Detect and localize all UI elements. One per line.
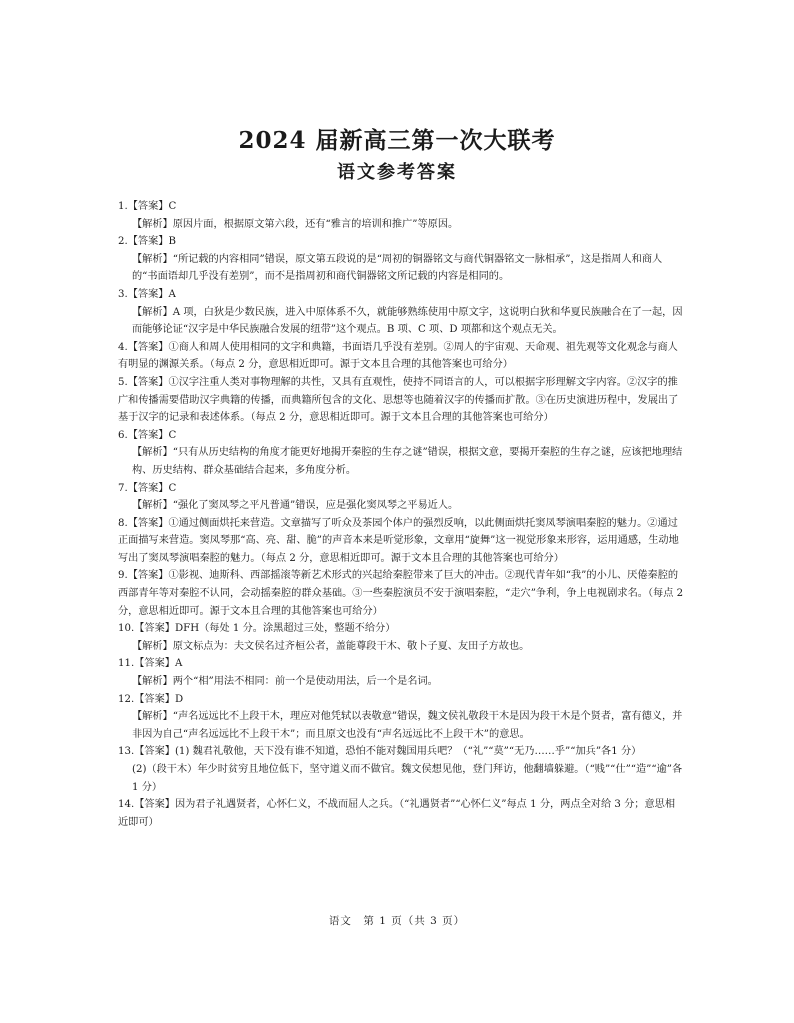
answer-line: 4.【答案】①商人和周人使用相同的文字和典籍，书面语几乎没有差别。②周人的宇宙观、天命观、祖先观等文化观念与商人有明显的渊源关系。（每点 2 分，意思相近即可。源于文本且合理的其他答案也可给分） [118,341,678,371]
answer-line: 1.【答案】C [118,201,177,212]
answer-item-1 [118,198,684,233]
answer-line: 3.【答案】A [118,288,176,300]
answer-line: 6.【答案】C [118,429,177,441]
answer-line: 14.【答案】因为君子礼遇贤者，心怀仁义，不战而屈人之兵。（“礼遇贤者”“心怀仁义”每点 1 分，两点全对给 3 分；意思相近即可） [118,799,676,828]
answer-item-11 [118,655,684,690]
answer-subtitle: 语文参考答案 [337,162,457,183]
answer-line: 8.【答案】①通过侧面烘托来营造。文章描写了听众及茶园个体户的强烈反响，以此侧面烘托窦凤琴演唱秦腔的魅力。②通过正面描写来营造。窦凤琴那“高、亮、甜、脆”的声音本来是听觉形象，文章用“旋舞”这一视觉形象来形容，运用通感，生动地写出了窦凤琴演唱秦腔的魅力。（每点 2 分，意思相近即可。源于文本且合理的其他答案也可给分） [118,517,679,564]
page-footer: 语文 第 1 页（共 3 页） [328,915,466,927]
analysis-text: 【解析】A 项，白狄是少数民族，进入中原体系不久，就能够熟练使用中原文字，这说明白狄和华夏民族融合在了一起，因而能够论证“汉字是中华民族融合发展的纽带”这个观点。B 项、C 项、D 项都和这个观点无关。 [132,306,683,336]
analysis-text: 【解析】两个“相”用法不相同：前一个是使动用法，后一个是名词。 [132,676,438,688]
answer-item-9 [118,567,684,620]
analysis-text: 【解析】“强化了窦凤琴之平凡普通”错误，应是强化窦凤琴之平易近人。 [132,500,459,512]
answer-item-3 [118,286,684,339]
answer-item-10 [118,620,684,655]
answer-line: 13.【答案】(1) 魏君礼敬他，天下没有谁不知道，恐怕不能对魏国用兵吧？（“礼”“莫”“无乃……乎”“加兵”各1 分） [118,746,642,758]
answer-list [118,198,684,831]
answer-line: 12.【答案】D [118,693,184,705]
analysis-text: 【解析】“所记载的内容相同”错误，原文第五段说的是“周初的铜器铭文与商代铜器铭文一脉相承”，这是指周人和商人的“书面语却几乎没有差别”，而不是指周初和商代铜器铭文所记载的内容是相同的。 [132,253,663,283]
answer-item-7 [118,480,684,515]
answer-line: 5.【答案】①汉字注重人类对事物理解的共性，又具有直观性，使持不同语言的人，可以根据字形理解文字内容。②汉字的推广和传播需要借助汉字典籍的传播，而典籍所包含的文化、思想等也随着汉字的传播而扩散。③在历史演进历程中，发展出了基于汉字的记录和表述体系。（每点 2 分，意思相近即可。源于文本且合理的其他答案也可给分） [118,376,679,424]
answer-item-14 [118,796,684,831]
answer-item-13 [118,743,684,796]
answer-line: 11.【答案】A [118,658,183,670]
analysis-text: 【解析】“声名远远比不上段干木，理应对他凭轼以表敬意”错误，魏文侯礼敬段干木是因为段干木是个贤者，富有德义，并非因为自己“声名远远比不上段干木”；而且原文也没有“声名远远比不上段干木”的意思。 [132,711,683,740]
answer-item-8 [118,515,684,568]
answer-item-12 [118,691,684,744]
answer-item-2 [118,233,684,286]
answer-item-6 [118,427,684,480]
answer-line: 7.【答案】C [118,482,177,494]
analysis-text: 【解析】原文标点为：夫文侯名过齐桓公者，盖能尊段干木、敬卜子夏、友田子方故也。 [132,640,530,652]
answer-line: 9.【答案】①影视、迪斯科、西部摇滚等新艺术形式的兴起给秦腔带来了巨大的冲击。②现代青年如“我”的小儿、厌倦秦腔的西部青年等对秦腔不认同，会动摇秦腔的群众基础。③一些秦腔演员不安于演唱秦腔，“走穴”争利，争上电视剧求名。（每点 2 分，意思相近即可。源于文本且合理的其他答案也可给分） [118,570,684,617]
answer-item-4 [118,339,684,374]
exam-title: 2024 届新高三第一次大联考 [238,127,556,154]
analysis-text: 【解析】原因片面，根据原文第六段，还有“雅言的培训和推广”等原因。 [132,218,459,230]
answer-item-5 [118,374,684,427]
analysis-text: 【解析】“只有从历史结构的角度才能更好地揭开秦腔的生存之谜”错误，根据文意，要揭开秦腔的生存之谜，应该把地理结构、历史结构、群众基础结合起来，多角度分析。 [132,447,683,476]
analysis-text: (2)（段干木）年少时贫穷且地位低下，坚守道义而不做官。魏文侯想见他，登门拜访，他翻墙躲避。（“贱”“仕”“造”“逾”各 1 分） [132,764,683,793]
answer-line: 2.【答案】B [118,236,176,248]
answer-line: 10.【答案】DFH（每处 1 分。涂黑超过三处，整题不给分） [118,623,396,635]
